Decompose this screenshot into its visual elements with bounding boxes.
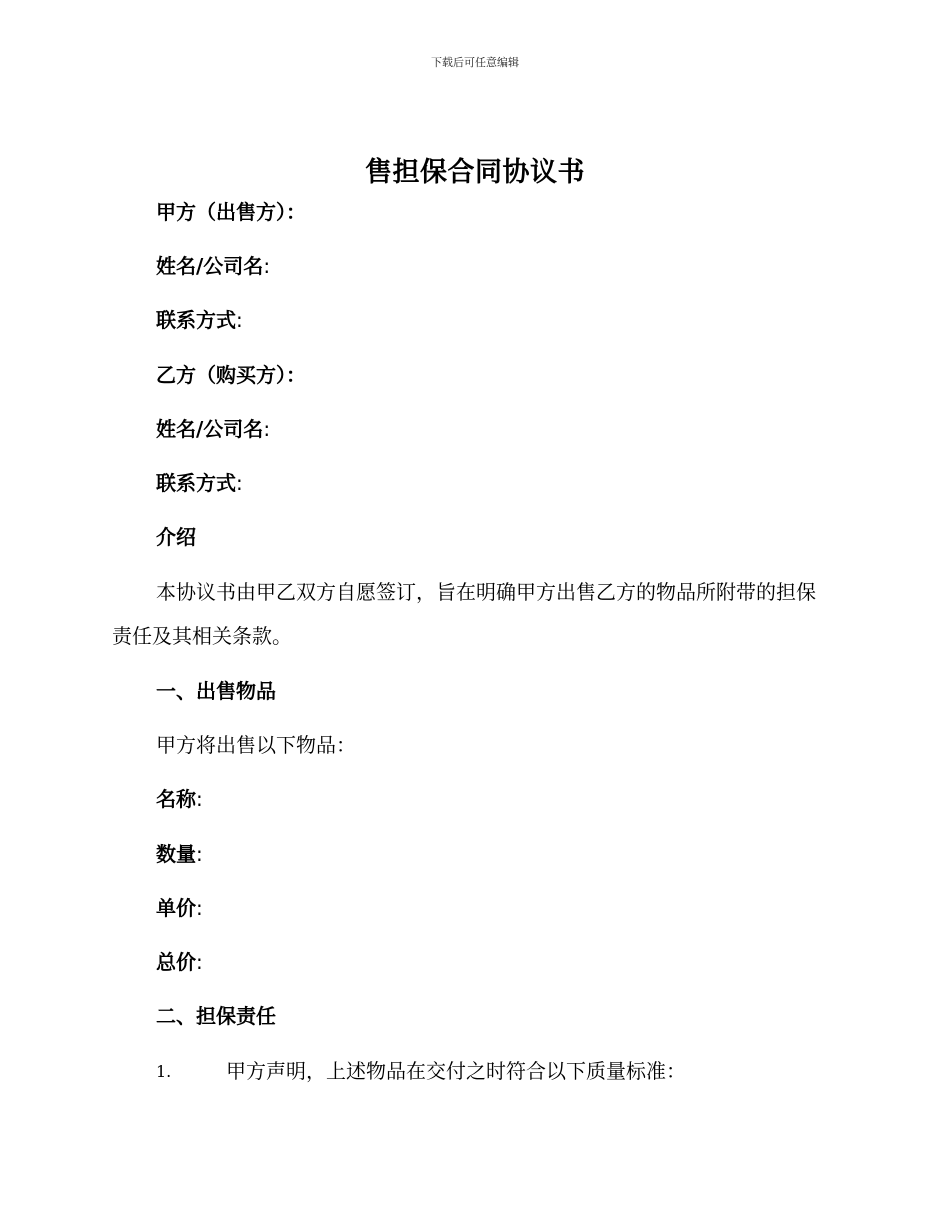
item-total-price-field [156, 948, 203, 976]
colon: : [263, 254, 271, 278]
party-a-contact-label: 联系方式 [156, 308, 236, 332]
party-a-name-label: 姓名/公司名 [156, 254, 264, 278]
item-unit-price-field [156, 894, 203, 922]
item-quantity-label: 数量 [156, 842, 196, 866]
colon: : [236, 471, 243, 495]
list-item-text: 甲方声明，上述物品在交付之时符合以下质量标准： [226, 1059, 686, 1083]
item-unit-price-label: 单价 [156, 896, 196, 920]
item-name-label: 名称 [156, 787, 196, 811]
colon: : [236, 308, 243, 332]
colon: : [196, 842, 203, 866]
header-note: 下载后可任意编辑 [431, 56, 519, 69]
party-b-heading: 乙方（购买方）： [156, 363, 306, 387]
section2-heading: 二、担保责任 [156, 1004, 276, 1028]
intro-paragraph: 本协议书由甲乙双方自愿签订，旨在明确甲方出售乙方的物品所附带的担保责任及其相关条款。 [112, 580, 816, 648]
section1-lead: 甲方将出售以下物品： [156, 733, 356, 757]
party-b-name-label: 姓名/公司名 [156, 417, 264, 441]
party-b-name-field [156, 415, 270, 443]
item-total-price-label: 总价 [156, 950, 196, 974]
list-item-number: 1. [156, 1062, 172, 1081]
party-b-contact-field [156, 469, 243, 497]
colon: : [263, 417, 271, 441]
colon: : [196, 950, 203, 974]
colon: : [196, 787, 203, 811]
item-name-field [156, 785, 203, 813]
party-a-contact-field [156, 306, 243, 334]
document-title: 售担保合同协议书 [365, 157, 585, 188]
party-a-heading: 甲方（出售方）： [156, 200, 306, 224]
party-b-contact-label: 联系方式 [156, 471, 236, 495]
colon: : [196, 896, 203, 920]
item-quantity-field [156, 840, 203, 868]
party-a-name-field [156, 252, 270, 280]
intro-heading: 介绍 [156, 525, 196, 549]
section1-heading: 一、出售物品 [156, 679, 276, 703]
